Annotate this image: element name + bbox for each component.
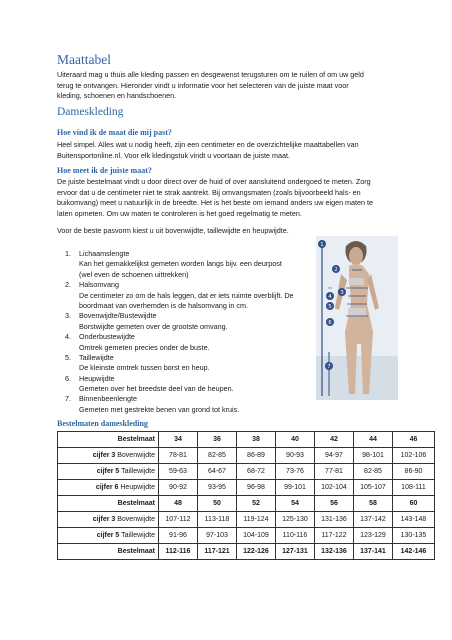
table-cell: 137-141 — [354, 544, 393, 560]
marker-5: 5 — [328, 304, 332, 310]
table-cell: 110-116 — [276, 528, 315, 544]
table-cell: 107-112 — [159, 512, 198, 528]
row-label-text: Heupwijdte — [118, 484, 155, 491]
list-item-title: Lichaamslengte — [79, 249, 130, 258]
table-cell: 90-93 — [276, 448, 315, 464]
table-cell: 108-111 — [393, 480, 435, 496]
row-label — [58, 512, 159, 528]
table-cell: 117-122 — [315, 528, 354, 544]
row-label — [58, 448, 159, 464]
section-title: Dameskleding — [57, 106, 124, 118]
table-row — [58, 448, 435, 464]
table-cell: 82-85 — [198, 448, 237, 464]
table-cell: 122-126 — [237, 544, 276, 560]
table-cell: 50 — [198, 496, 237, 512]
list-item-description: boordmaat van overhemden is de halsomvang in cm. — [79, 300, 248, 310]
table-cell: 90-92 — [159, 480, 198, 496]
table-cell: 131-136 — [315, 512, 354, 528]
table-cell: 78-81 — [159, 448, 198, 464]
table-cell: 38 — [237, 432, 276, 448]
table-row — [58, 528, 435, 544]
q2-after-text: Voor de beste pasvorm kiest u uit bovenwijdte, taillewijdte en heupwijdte. — [57, 226, 289, 235]
table-cell: 119-124 — [237, 512, 276, 528]
row-label — [58, 480, 159, 496]
intro-line-1: Uiteraard mag u thuis alle kleding passen en desgewenst terugsturen om te ruilen of om uw geld — [57, 70, 364, 79]
list-item-number: 2. — [65, 280, 71, 290]
table-cell: 77-81 — [315, 464, 354, 480]
table-cell: 93-95 — [198, 480, 237, 496]
row-label-prefix: cijfer 6 — [95, 484, 119, 491]
table-cell: 64-67 — [198, 464, 237, 480]
q2-line-2: ervoor dat u de centimeter niet te strak aantrekt. Bij omvangsmaten (zoals bijvoorbeeld hals- en — [57, 187, 361, 197]
table-cell: 54 — [276, 496, 315, 512]
list-item-title: Halsomvang — [79, 280, 119, 290]
table-row — [58, 496, 435, 512]
list-item-title: Taillewijdte — [79, 352, 114, 362]
table-cell: 46 — [393, 432, 435, 448]
table-title: Bestelmaten dameskleding — [57, 419, 148, 428]
row-label — [58, 464, 159, 480]
list-item-description: Omtrek gemeten precies onder de buste. — [79, 342, 210, 352]
intro-line-2: terug te ontvangen. Hieronder vindt u informatie voor het selecteren van de juiste maat voor — [57, 80, 349, 90]
row-label-prefix: cijfer 5 — [96, 532, 120, 539]
list-item-number: 1. — [65, 249, 71, 258]
table-cell: 102-106 — [393, 448, 435, 464]
list-item-description: Gemeten met gestrekte benen van grond tot kruis. — [79, 404, 240, 414]
list-item-number: 6. — [65, 373, 71, 383]
marker-3: 3 — [340, 290, 344, 296]
marker-2: 2 — [334, 267, 338, 273]
table-cell: 113-118 — [198, 512, 237, 528]
list-item-description: (wel even de schoenen uittrekken) — [79, 269, 189, 279]
table-cell: 142-146 — [393, 544, 435, 560]
table-cell: 127-131 — [276, 544, 315, 560]
row-label-text: Taillewijdte — [119, 532, 155, 539]
table-cell: 40 — [276, 432, 315, 448]
page-title: Maattabel — [57, 52, 111, 67]
table-cell: 91-96 — [159, 528, 198, 544]
list-item-description: De centimeter zo om de hals leggen, dat er iets ruimte overblijft. De — [79, 290, 294, 300]
q2-line-4: laten opmeten. Om uw maten te controleren is het goed regelmatig te meten. — [57, 208, 302, 218]
row-label: Bestelmaat — [58, 432, 159, 448]
table-cell: 82-85 — [354, 464, 393, 480]
table-cell: 60 — [393, 496, 435, 512]
table-row — [58, 544, 435, 560]
table-cell: 34 — [159, 432, 198, 448]
table-cell: 123-129 — [354, 528, 393, 544]
q1-heading: Hoe vind ik de maat die mij past? — [57, 128, 172, 137]
list-item-title: Binnenbeenlengte — [79, 394, 137, 404]
list-item-number: 5. — [65, 352, 71, 362]
table-cell: 58 — [354, 496, 393, 512]
row-label: Bestelmaat — [58, 544, 159, 560]
table-cell: 94-97 — [315, 448, 354, 464]
table-row — [58, 480, 435, 496]
list-item-title: Heupwijdte — [79, 373, 115, 383]
table-cell: 117-121 — [198, 544, 237, 560]
q2-line-3: buikomvang) meet u natuurlijk in de breedte. Het is het beste om iemand anders uw eigen maten te — [57, 198, 374, 207]
table-row — [58, 464, 435, 480]
table-cell: 98-101 — [354, 448, 393, 464]
q1-line-2: Buitensportonline.nl. Voor elk kledingstuk vindt u voortaan de juiste maat. — [57, 150, 290, 160]
table-cell: 68-72 — [237, 464, 276, 480]
table-cell: 86-90 — [393, 464, 435, 480]
marker-6: 6 — [328, 320, 332, 326]
table-cell: 143-148 — [393, 512, 435, 528]
list-item-number: 4. — [65, 332, 71, 342]
list-item-description: Gemeten over het breedste deel van de heupen. — [79, 384, 234, 394]
table-cell: 96-98 — [237, 480, 276, 496]
row-label-text: Bovenwijdte — [115, 452, 155, 459]
row-label-text: Taillewijdte — [119, 468, 155, 475]
table-cell: 52 — [237, 496, 276, 512]
table-cell: 132-136 — [315, 544, 354, 560]
table-row — [58, 512, 435, 528]
table-cell: 42 — [315, 432, 354, 448]
size-table — [57, 431, 435, 560]
list-item-description: Borstwijdte gemeten over de grootste omvang. — [79, 321, 228, 331]
table-cell: 86-89 — [237, 448, 276, 464]
table-cell: 48 — [159, 496, 198, 512]
list-item-number: 3. — [65, 311, 71, 321]
row-label-prefix: cijfer 3 — [92, 516, 116, 523]
table-cell: 105-107 — [354, 480, 393, 496]
table-cell: 44 — [354, 432, 393, 448]
list-item-number: 7. — [65, 394, 71, 404]
list-item-description: Kan het gemakkelijkst gemeten worden langs bijv. een deurpost — [79, 259, 282, 269]
table-cell: 36 — [198, 432, 237, 448]
table-cell: 137-142 — [354, 512, 393, 528]
row-label-prefix: cijfer 5 — [96, 468, 120, 475]
marker-1: 1 — [320, 242, 324, 248]
marker-4: 4 — [328, 294, 332, 300]
table-cell: 73-76 — [276, 464, 315, 480]
table-cell: 56 — [315, 496, 354, 512]
list-item-title: Onderbustewijdte — [79, 332, 135, 342]
table-row — [58, 432, 435, 448]
table-cell: 97-103 — [198, 528, 237, 544]
q2-heading: Hoe meet ik de juiste maat? — [57, 166, 152, 175]
row-label: Bestelmaat — [58, 496, 159, 512]
table-cell: 112-116 — [159, 544, 198, 560]
row-label-prefix: cijfer 3 — [92, 452, 116, 459]
list-item-title: Bovenwijdte/Bustewijdte — [79, 311, 157, 321]
q1-line-1: Heel simpel. Alles wat u nodig heeft, zijn een centimeter en de overzichtelijke maattabellen van — [57, 140, 359, 149]
table-cell: 59-63 — [159, 464, 198, 480]
table-cell: 130-135 — [393, 528, 435, 544]
table-cell: 104-109 — [237, 528, 276, 544]
model-measurement-photo — [316, 236, 398, 400]
list-item-description: De kleinste omtrek tussen borst en heup. — [79, 363, 210, 373]
table-cell: 102-104 — [315, 480, 354, 496]
row-label — [58, 528, 159, 544]
table-cell: 125-130 — [276, 512, 315, 528]
q2-line-1: De juiste bestelmaat vindt u door direct over de huid of over aansluitend ondergoed te meten. Zorg — [57, 177, 371, 186]
row-label-text: Bovenwijdte — [115, 516, 155, 523]
marker-7: 7 — [327, 364, 331, 370]
table-cell: 99-101 — [276, 480, 315, 496]
intro-line-3: kleding, schoenen en handschoenen. — [57, 91, 177, 100]
